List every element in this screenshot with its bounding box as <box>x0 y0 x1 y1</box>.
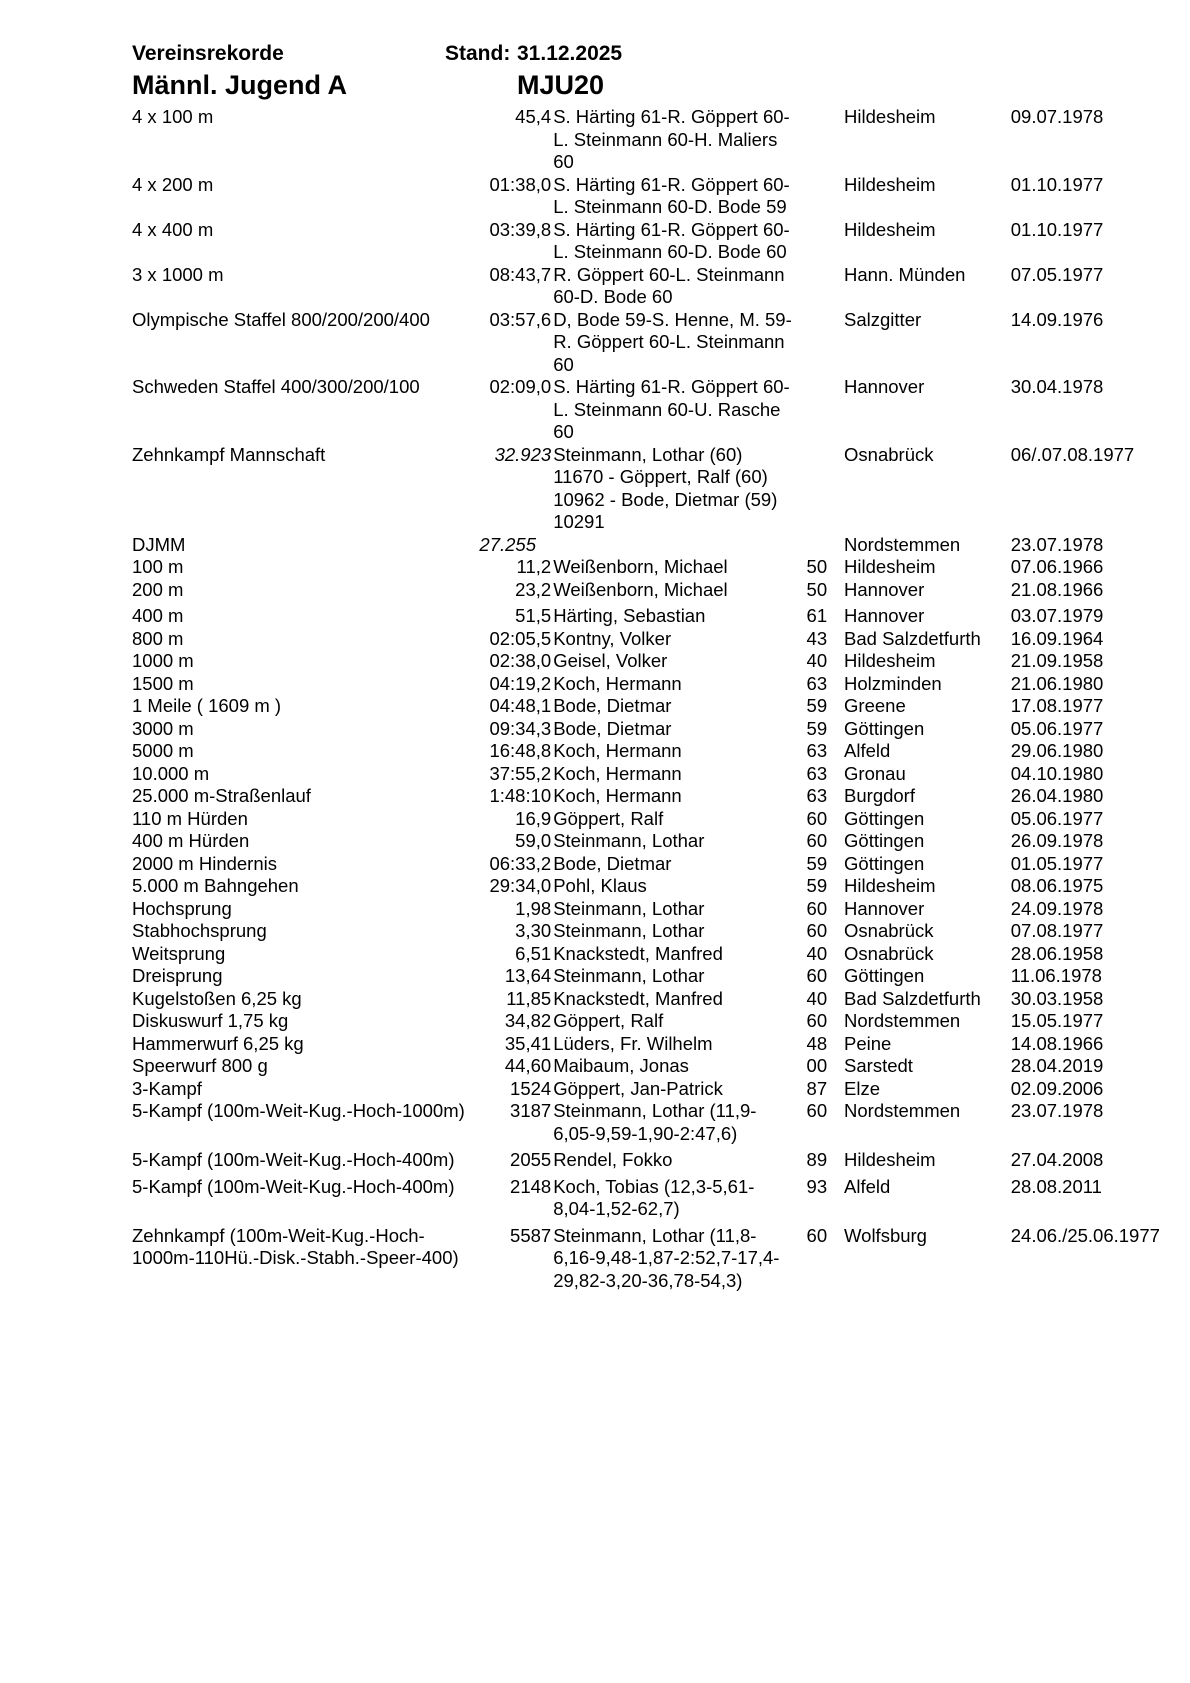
result-cell: 35,41 <box>504 1032 552 1054</box>
event-cell: Schweden Staffel 400/300/200/100 <box>132 376 420 397</box>
date-cell: 23.07.1978 <box>1010 1100 1104 1121</box>
athlete-cell: Steinmann, Lothar <box>553 897 705 919</box>
date-cell: 07.06.1966 <box>1010 556 1104 577</box>
category-code: MJU20 <box>517 70 605 100</box>
result-cell: 3187 <box>510 1100 552 1121</box>
record-row <box>132 1055 1132 1078</box>
birth-year-cell <box>796 309 838 377</box>
event-cell: 400 m <box>132 605 184 626</box>
date-cell: 29.06.1980 <box>1010 740 1104 761</box>
athlete-cell: Koch, Tobias (12,3-5,61-8,04-1,52-62,7) <box>553 1175 755 1219</box>
place-cell: Elze <box>844 1077 881 1099</box>
place-cell: Burgdorf <box>844 785 915 806</box>
birth-year-cell: 60 <box>806 1100 828 1121</box>
date-cell: 21.09.1958 <box>1010 650 1104 671</box>
date-cell: 28.04.2019 <box>1010 1055 1104 1076</box>
record-row <box>132 534 1132 557</box>
result-cell: 59,0 <box>515 830 552 851</box>
record-row <box>132 264 1132 309</box>
birth-year-cell <box>796 174 838 219</box>
result-cell: 3,30 <box>515 920 552 941</box>
birth-year-cell: 59 <box>806 852 828 874</box>
place-cell: Salzgitter <box>844 308 922 330</box>
event-cell: Olympische Staffel 800/200/200/400 <box>132 308 430 330</box>
record-row <box>132 808 1132 831</box>
record-row <box>132 1100 1132 1149</box>
result-cell: 5587 <box>510 1224 552 1246</box>
athlete-cell: S. Härting 61-R. Göppert 60-L. Steinmann 60-D. Bode 59 <box>553 173 790 217</box>
date-cell: 21.06.1980 <box>1010 672 1104 694</box>
place-cell: Alfeld <box>844 740 891 761</box>
place-cell: Nordstemmen <box>844 533 961 555</box>
result-cell: 06:33,2 <box>489 852 552 874</box>
document-title: Vereinsrekorde <box>132 42 284 65</box>
event-cell: Diskuswurf 1,75 kg <box>132 1010 289 1031</box>
athlete-cell: Koch, Hermann <box>553 785 682 806</box>
athlete-cell: Koch, Hermann <box>553 672 682 694</box>
record-row <box>132 1176 1132 1225</box>
records-page <box>132 42 1160 1296</box>
birth-year-cell: 60 <box>806 920 828 941</box>
place-cell: Hannover <box>844 605 925 626</box>
athlete-cell: Steinmann, Lothar (60) 11670 - Göppert, Ralf (60) 10962 - Bode, Dietmar (59) 10291 <box>553 443 778 532</box>
record-row <box>132 920 1132 943</box>
birth-year-cell: 93 <box>806 1175 828 1197</box>
athlete-cell: Bode, Dietmar <box>553 695 672 716</box>
result-cell: 34,82 <box>504 1010 552 1031</box>
event-cell: 4 x 200 m <box>132 173 214 195</box>
place-cell: Holzminden <box>844 672 942 694</box>
birth-year-cell: 89 <box>806 1149 828 1170</box>
stand-label: Stand: <box>445 42 511 65</box>
place-cell: Hildesheim <box>844 1149 936 1170</box>
date-cell: 15.05.1977 <box>1010 1010 1104 1031</box>
place-cell: Hildesheim <box>844 875 936 896</box>
athlete-cell: Härting, Sebastian <box>553 605 706 626</box>
birth-year-cell: 43 <box>806 627 828 649</box>
athlete-cell <box>553 534 795 557</box>
event-cell: 25.000 m-Straßenlauf <box>132 785 311 806</box>
place-cell: Peine <box>844 1032 892 1054</box>
place-cell: Hildesheim <box>844 106 936 127</box>
event-cell: Zehnkampf Mannschaft <box>132 443 326 465</box>
birth-year-cell: 59 <box>806 717 828 739</box>
result-cell: 1,98 <box>515 897 552 919</box>
records-table <box>132 106 1160 1296</box>
result-cell: 44,60 <box>504 1055 552 1076</box>
birth-year-cell: 50 <box>806 578 828 600</box>
result-cell: 2148 <box>510 1175 552 1197</box>
date-cell: 30.03.1958 <box>1010 987 1104 1009</box>
date-cell: 27.04.2008 <box>1010 1149 1104 1170</box>
record-row <box>132 943 1132 966</box>
birth-year-cell: 40 <box>806 942 828 964</box>
birth-year-cell: 63 <box>806 740 828 761</box>
birth-year-cell <box>796 444 838 534</box>
athlete-cell: S. Härting 61-R. Göppert 60-L. Steinmann 60-D. Bode 60 <box>553 218 790 262</box>
event-cell: 5-Kampf (100m-Weit-Kug.-Hoch-400m) <box>132 1149 455 1170</box>
date-cell: 30.04.1978 <box>1010 376 1104 397</box>
event-cell: Hochsprung <box>132 897 232 919</box>
place-cell: Göttingen <box>844 852 925 874</box>
date-cell: 23.07.1978 <box>1010 533 1104 555</box>
place-cell: Greene <box>844 695 906 716</box>
birth-year-cell: 60 <box>806 1224 828 1246</box>
birth-year-cell: 40 <box>806 987 828 1009</box>
birth-year-cell <box>796 264 838 309</box>
result-cell: 02:38,0 <box>489 650 552 671</box>
place-cell: Alfeld <box>844 1175 891 1197</box>
birth-year-cell: 60 <box>806 807 828 829</box>
event-cell: 5.000 m Bahngehen <box>132 875 299 896</box>
record-row <box>132 628 1132 651</box>
date-cell: 28.06.1958 <box>1010 942 1104 964</box>
place-cell: Hannover <box>844 897 925 919</box>
record-row <box>132 718 1132 741</box>
athlete-cell: Bode, Dietmar <box>553 852 672 874</box>
date-cell: 14.08.1966 <box>1010 1032 1104 1054</box>
record-row <box>132 556 1132 579</box>
result-cell: 08:43,7 <box>489 263 552 285</box>
athlete-cell: Rendel, Fokko <box>553 1149 673 1170</box>
record-row <box>132 898 1132 921</box>
date-cell: 02.09.2006 <box>1010 1077 1104 1099</box>
athlete-cell: Weißenborn, Michael <box>553 556 728 577</box>
place-cell: Bad Salzdetfurth <box>844 627 981 649</box>
date-cell: 01.05.1977 <box>1010 852 1104 874</box>
event-cell: 1500 m <box>132 672 194 694</box>
record-row <box>132 875 1132 898</box>
record-row <box>132 988 1132 1011</box>
date-cell: 01.10.1977 <box>1010 218 1104 240</box>
athlete-cell: Koch, Hermann <box>553 740 682 761</box>
result-cell: 03:39,8 <box>489 218 552 240</box>
birth-year-cell: 59 <box>806 875 828 896</box>
athlete-cell: Steinmann, Lothar <box>553 830 705 851</box>
result-cell: 02:05,5 <box>489 627 552 649</box>
event-cell: Stabhochsprung <box>132 920 267 941</box>
record-row <box>132 1033 1132 1056</box>
place-cell: Osnabrück <box>844 443 934 465</box>
result-cell: 1:48:10 <box>489 785 552 806</box>
category-header <box>132 70 1142 106</box>
athlete-cell: Göppert, Jan-Patrick <box>553 1077 723 1099</box>
athlete-cell: R. Göppert 60-L. Steinmann 60-D. Bode 60 <box>553 263 785 307</box>
event-cell: 1 Meile ( 1609 m ) <box>132 695 282 716</box>
event-cell: 100 m <box>132 556 184 577</box>
birth-year-cell: 60 <box>806 1010 828 1031</box>
athlete-cell: Geisel, Volker <box>553 650 668 671</box>
result-cell: 02:09,0 <box>489 376 552 397</box>
birth-year-cell: 63 <box>806 762 828 784</box>
record-row <box>132 444 1132 534</box>
event-cell: 2000 m Hindernis <box>132 852 277 874</box>
record-row <box>132 763 1132 786</box>
result-cell: 04:19,2 <box>489 672 552 694</box>
date-cell: 09.07.1978 <box>1010 106 1104 127</box>
place-cell: Hannover <box>844 376 925 397</box>
date-cell: 28.08.2011 <box>1010 1175 1102 1197</box>
result-cell: 03:57,6 <box>489 308 552 330</box>
event-cell: 3 x 1000 m <box>132 263 224 285</box>
record-row <box>132 853 1132 876</box>
date-cell: 17.08.1977 <box>1010 695 1104 716</box>
date-cell: 16.09.1964 <box>1010 627 1104 649</box>
birth-year-cell: 63 <box>806 672 828 694</box>
date-cell: 06/.07.08.1977 <box>1010 443 1135 465</box>
date-cell: 03.07.1979 <box>1010 605 1104 626</box>
birth-year-cell <box>796 534 838 557</box>
place-cell: Gronau <box>844 762 906 784</box>
birth-year-cell <box>796 106 838 174</box>
category-title: Männl. Jugend A <box>132 70 347 100</box>
record-row <box>132 309 1132 377</box>
event-cell: 5-Kampf (100m-Weit-Kug.-Hoch-400m) <box>132 1175 455 1197</box>
event-cell: 3000 m <box>132 717 194 739</box>
athlete-cell: Knackstedt, Manfred <box>553 942 723 964</box>
record-row <box>132 1078 1132 1101</box>
place-cell: Hann. Münden <box>844 263 966 285</box>
event-cell: Speerwurf 800 g <box>132 1055 268 1076</box>
date-cell: 11.06.1978 <box>1010 965 1102 986</box>
athlete-cell: Steinmann, Lothar (11,8-6,16-9,48-1,87-2:52,7-17,4-29,82-3,20-36,78-54,3) <box>553 1224 780 1291</box>
result-cell: 23,2 <box>515 578 552 600</box>
result-cell: 09:34,3 <box>489 717 552 739</box>
athlete-cell: Koch, Hermann <box>553 762 682 784</box>
date-cell: 05.06.1977 <box>1010 717 1104 739</box>
athlete-cell: Maibaum, Jonas <box>553 1055 689 1076</box>
result-cell: 37:55,2 <box>489 762 552 784</box>
result-cell: 29:34,0 <box>489 875 552 896</box>
place-cell: Osnabrück <box>844 920 934 941</box>
athlete-cell: D, Bode 59-S. Henne, M. 59-R. Göppert 60-L. Steinmann 60 <box>553 308 792 375</box>
event-cell: 5-Kampf (100m-Weit-Kug.-Hoch-1000m) <box>132 1100 465 1121</box>
record-row <box>132 673 1132 696</box>
record-row <box>132 1225 1132 1297</box>
event-cell: 10.000 m <box>132 762 210 784</box>
athlete-cell: Göppert, Ralf <box>553 807 664 829</box>
record-row <box>132 106 1132 174</box>
event-cell: Kugelstoßen 6,25 kg <box>132 987 302 1009</box>
athlete-cell: Steinmann, Lothar (11,9-6,05-9,59-1,90-2:47,6) <box>553 1100 757 1144</box>
athlete-cell: Pohl, Klaus <box>553 875 647 896</box>
athlete-cell: Steinmann, Lothar <box>553 965 705 986</box>
date-cell: 26.09.1978 <box>1010 830 1104 851</box>
event-cell: Dreisprung <box>132 965 223 986</box>
event-cell: Hammerwurf 6,25 kg <box>132 1032 304 1054</box>
result-cell: 13,64 <box>504 965 552 986</box>
event-cell: 1000 m <box>132 650 194 671</box>
result-cell: 51,5 <box>515 605 552 626</box>
record-row <box>132 1149 1132 1176</box>
place-cell: Göttingen <box>844 807 925 829</box>
place-cell: Sarstedt <box>844 1055 913 1076</box>
stand-date: 31.12.2025 <box>517 42 623 65</box>
place-cell: Nordstemmen <box>844 1100 961 1121</box>
result-cell: 27.255 <box>479 533 537 555</box>
birth-year-cell: 63 <box>806 785 828 806</box>
result-cell: 16:48,8 <box>489 740 552 761</box>
place-cell: Bad Salzdetfurth <box>844 987 981 1009</box>
result-cell: 2055 <box>510 1149 552 1170</box>
athlete-cell: Knackstedt, Manfred <box>553 987 723 1009</box>
place-cell: Göttingen <box>844 965 925 986</box>
result-cell: 1524 <box>510 1077 552 1099</box>
document-header <box>132 42 1142 70</box>
birth-year-cell: 87 <box>806 1077 828 1099</box>
record-row <box>132 376 1132 444</box>
date-cell: 04.10.1980 <box>1010 762 1104 784</box>
result-cell: 16,9 <box>515 807 552 829</box>
event-cell: 200 m <box>132 578 184 600</box>
athlete-cell: Bode, Dietmar <box>553 717 672 739</box>
record-row <box>132 740 1132 763</box>
date-cell: 01.10.1977 <box>1010 173 1104 195</box>
birth-year-cell: 60 <box>806 965 828 986</box>
athlete-cell: Weißenborn, Michael <box>553 578 728 600</box>
place-cell: Hildesheim <box>844 556 936 577</box>
record-row <box>132 605 1132 628</box>
date-cell: 26.04.1980 <box>1010 785 1104 806</box>
birth-year-cell: 59 <box>806 695 828 716</box>
athlete-cell: S. Härting 61-R. Göppert 60-L. Steinmann 60-U. Rasche 60 <box>553 376 790 442</box>
event-cell: 5000 m <box>132 740 194 761</box>
result-cell: 04:48,1 <box>489 695 552 716</box>
birth-year-cell: 60 <box>806 897 828 919</box>
date-cell: 05.06.1977 <box>1010 807 1104 829</box>
birth-year-cell <box>796 376 838 444</box>
birth-year-cell: 48 <box>806 1032 828 1054</box>
place-cell: Wolfsburg <box>844 1224 927 1246</box>
place-cell: Hildesheim <box>844 218 936 240</box>
place-cell: Osnabrück <box>844 942 934 964</box>
event-cell: 400 m Hürden <box>132 830 250 851</box>
result-cell: 11,85 <box>506 987 552 1009</box>
place-cell: Göttingen <box>844 717 925 739</box>
place-cell: Nordstemmen <box>844 1010 961 1031</box>
event-cell: 3-Kampf <box>132 1077 202 1099</box>
event-cell: Weitsprung <box>132 942 226 964</box>
athlete-cell: Kontny, Volker <box>553 627 672 649</box>
record-row <box>132 785 1132 808</box>
birth-year-cell: 00 <box>806 1055 828 1076</box>
result-cell: 32.923 <box>494 443 552 465</box>
birth-year-cell: 40 <box>806 650 828 671</box>
event-cell: 4 x 100 m <box>132 106 214 127</box>
record-row <box>132 174 1132 219</box>
result-cell: 45,4 <box>515 106 552 127</box>
result-cell: 01:38,0 <box>489 173 552 195</box>
record-row <box>132 650 1132 673</box>
athlete-cell: S. Härting 61-R. Göppert 60-L. Steinmann 60-H. Maliers 60 <box>553 106 790 172</box>
record-row <box>132 830 1132 853</box>
birth-year-cell: 61 <box>806 605 828 626</box>
birth-year-cell: 50 <box>806 556 828 577</box>
date-cell: 07.05.1977 <box>1010 263 1104 285</box>
athlete-cell: Steinmann, Lothar <box>553 920 705 941</box>
event-cell: Zehnkampf (100m-Weit-Kug.-Hoch-1000m-110Hü.-Disk.-Stabh.-Speer-400) <box>132 1224 459 1268</box>
record-row <box>132 1010 1132 1033</box>
record-row <box>132 965 1132 988</box>
record-row <box>132 579 1132 606</box>
date-cell: 14.09.1976 <box>1010 308 1104 330</box>
place-cell: Göttingen <box>844 830 925 851</box>
result-cell: 6,51 <box>515 942 552 964</box>
birth-year-cell <box>796 219 838 264</box>
date-cell: 24.06./25.06.1977 <box>1010 1224 1160 1246</box>
event-cell: 4 x 400 m <box>132 218 214 240</box>
place-cell: Hannover <box>844 578 925 600</box>
birth-year-cell: 60 <box>806 830 828 851</box>
date-cell: 24.09.1978 <box>1010 897 1104 919</box>
event-cell: 110 m Hürden <box>132 807 248 829</box>
record-row <box>132 695 1132 718</box>
date-cell: 07.08.1977 <box>1010 920 1104 941</box>
place-cell: Hildesheim <box>844 650 936 671</box>
athlete-cell: Lüders, Fr. Wilhelm <box>553 1032 713 1054</box>
event-cell: 800 m <box>132 627 184 649</box>
record-row <box>132 219 1132 264</box>
result-cell: 11,2 <box>516 556 552 577</box>
date-cell: 08.06.1975 <box>1010 875 1104 896</box>
event-cell: DJMM <box>132 533 186 555</box>
place-cell: Hildesheim <box>844 173 936 195</box>
athlete-cell: Göppert, Ralf <box>553 1010 664 1031</box>
date-cell: 21.08.1966 <box>1010 578 1104 600</box>
